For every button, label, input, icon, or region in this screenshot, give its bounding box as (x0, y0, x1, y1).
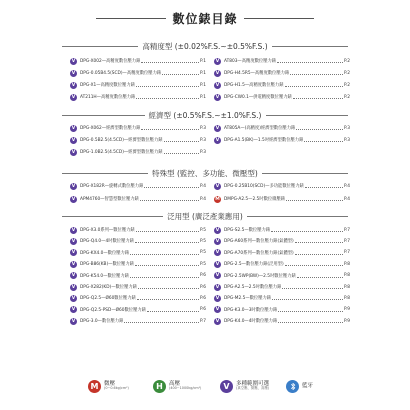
range-badge-icon: V (71, 284, 76, 290)
entry-page-number: P.1 (199, 58, 206, 64)
range-badge-icon: V (215, 284, 220, 290)
range-badge-icon: V (71, 250, 76, 256)
entry-page-number: P.2 (343, 58, 350, 64)
range-badge-icon: V (215, 227, 220, 233)
entry-page-number: P.7 (343, 227, 350, 233)
entry-page-number: P.2 (343, 94, 350, 100)
catalog-title: 數位錶目錄 (172, 11, 238, 26)
entry-model-name: DPG-A2.5—2.5吋數位壓力錶 (224, 285, 282, 290)
entry-page-number: P.3 (199, 125, 206, 131)
entry-model-name: DPG-B86(KB)—數位壓力錶 (80, 262, 134, 268)
dot-leader (140, 197, 199, 201)
entry-model-name: DPG-K3.0—3吋數位壓力錶 (224, 307, 278, 313)
entry-model-name: DPG-X002—高精度數位壓力錶 (80, 59, 141, 64)
entry-model-name: DPG-3.0—數位壓力錶 (80, 319, 124, 325)
entry-page-number: P.9 (343, 318, 350, 324)
legend-item (286, 377, 313, 395)
entry-model-name: DPG-0.25B10(SCD)—多功能數位壓力錶 (224, 184, 304, 189)
entry-model-name: DPG-X062—經濟型數位壓力錶 (80, 126, 141, 131)
range-badge-icon: V (71, 82, 76, 88)
entry-model-name: DPG-2.5WP(BW)—2.5吋數位壓力錶 (224, 273, 296, 279)
legend-text (169, 381, 201, 391)
catalog-entry[interactable] (214, 294, 350, 302)
dot-leader (293, 95, 343, 99)
catalog-entry[interactable] (214, 283, 350, 291)
entry-page-number: P.7 (343, 250, 350, 256)
dot-leader (296, 126, 343, 130)
entry-model-name: DPG-0.5B2.5(4.5CD)—經濟型數位壓力錶 (80, 138, 163, 143)
entry-model-name: AT803—高精度數位壓力錶 (224, 59, 277, 64)
catalog-entry[interactable] (70, 294, 206, 302)
range-badge-icon: V (215, 261, 220, 267)
dot-leader (141, 59, 199, 63)
catalog-entry[interactable] (70, 272, 206, 280)
entry-page-number: P.6 (199, 284, 206, 290)
entry-model-name: DPG-A60系列—數位壓力錶(氣體型) (224, 239, 294, 245)
section-header-text: 泛用型 (廣泛產業應用) (167, 211, 243, 221)
legend-sublabel: (400~1000kg/cm²) (169, 386, 202, 391)
range-badge-icon: V (71, 125, 76, 131)
legend-item (153, 377, 201, 395)
legend-text (302, 383, 313, 389)
catalog-entry[interactable] (214, 57, 350, 65)
entry-model-name: DPG-2.5—數位壓力錶(泛用型) (224, 262, 284, 268)
range-badge-icon: V (215, 295, 220, 301)
catalog-title-bar (0, 8, 410, 28)
entry-model-name: DMPG-A2.5—2.5吋數位微壓錶 (224, 197, 286, 202)
entry-model-name: DPG-X282(KD)—數位壓力錶 (80, 285, 137, 290)
entry-page-number: P.4 (343, 183, 350, 189)
range-badge-icon: V (215, 238, 220, 244)
entry-model-name: DPG-S2.5—數位壓力錶 (224, 228, 271, 233)
entry-page-number: P.6 (199, 273, 206, 279)
catalog-entry[interactable] (70, 69, 206, 77)
dot-leader (135, 239, 199, 243)
range-badge-icon: V (71, 238, 76, 244)
catalog-entry[interactable] (70, 81, 206, 89)
entry-model-name: DPG-A1.5(BK)—1.5吋經濟型數位壓力錶 (224, 138, 304, 143)
legend-item (88, 377, 129, 395)
entry-model-name: DPG-H4.5R5—高精度數位壓力錶 (224, 71, 290, 76)
catalog-entry[interactable] (214, 249, 350, 257)
range-badge-icon: V (71, 273, 76, 279)
entry-page-number: P.3 (343, 137, 350, 143)
catalog-entry[interactable] (214, 81, 350, 89)
dot-leader (297, 274, 343, 278)
dot-leader (136, 228, 199, 232)
legend-sublabel: (真空壓、微壓、高壓) (236, 386, 270, 391)
range-badge-icon: V (215, 250, 220, 256)
entry-page-number: P.4 (199, 196, 206, 202)
dot-leader (285, 83, 343, 87)
range-badge-icon: V (215, 125, 220, 131)
range-badge-icon: V (71, 196, 76, 202)
legend-label: 微壓 (104, 381, 116, 388)
legend-text (104, 381, 129, 391)
range-badge-icon: V (215, 183, 220, 189)
catalog-entry[interactable] (214, 124, 350, 132)
section-header-text: 特殊型 (監控、多功能、微壓型) (152, 168, 258, 178)
range-badge-icon: V (215, 318, 220, 324)
entry-model-name: DPG-M2.5—數位壓力錶 (224, 296, 272, 302)
catalog-entry[interactable] (70, 195, 206, 203)
catalog-entry[interactable] (214, 69, 350, 77)
dot-leader (271, 228, 343, 232)
range-badge-icon: V (215, 307, 220, 313)
entry-page-number: P.5 (199, 227, 206, 233)
section-header-text: 經濟型 (±0.5%F.S.~±1.0%F.S.) (148, 110, 262, 120)
entry-page-number: P.5 (199, 250, 206, 256)
legend-text (236, 381, 269, 391)
entry-model-name: APM4760—智慧型數位壓力錶 (80, 197, 139, 202)
catalog-entry[interactable] (214, 317, 350, 325)
entry-page-number: P.2 (343, 70, 350, 76)
bluetooth-icon (286, 380, 299, 393)
entry-page-number: P.1 (199, 94, 206, 100)
dot-leader (135, 262, 199, 266)
entry-page-number: P.9 (343, 307, 350, 313)
dot-leader (277, 59, 343, 63)
dot-leader (295, 239, 343, 243)
entry-model-name: DPG-A70系列—數位壓力錶(氣體型) (224, 250, 294, 256)
dot-leader (130, 274, 199, 278)
entry-page-number: P.4 (343, 196, 350, 202)
dot-leader (164, 150, 199, 154)
section-header-economy (62, 109, 348, 121)
dot-leader (286, 197, 343, 201)
catalog-entry[interactable] (70, 124, 206, 132)
legend-badge-icon: M (88, 380, 101, 393)
entry-model-name: AT211H—高精度數位壓力錶 (80, 95, 136, 100)
catalog-entry[interactable] (70, 260, 206, 268)
entry-page-number: P.3 (343, 125, 350, 131)
section-header-high-precision (62, 40, 348, 52)
entry-page-number: P.4 (199, 183, 206, 189)
range-badge-icon: V (215, 58, 220, 64)
legend-badge-icon: H (153, 380, 166, 393)
catalog-entry[interactable] (214, 93, 350, 101)
catalog-entry[interactable] (214, 260, 350, 268)
entry-page-number: P.3 (199, 137, 206, 143)
catalog-entry[interactable] (70, 57, 206, 65)
catalog-entry[interactable] (70, 148, 206, 156)
catalog-entry[interactable] (214, 306, 350, 314)
dot-leader (144, 184, 199, 188)
legend-label: 高壓 (169, 381, 181, 388)
catalog-entry[interactable] (70, 283, 206, 291)
catalog-entry[interactable] (214, 272, 350, 280)
range-badge-icon: V (71, 261, 76, 267)
section-header-special (62, 167, 348, 179)
dot-leader (136, 83, 199, 87)
dot-leader (295, 251, 343, 255)
dot-leader (305, 184, 343, 188)
entry-page-number: P.1 (199, 70, 206, 76)
entry-page-number: P.7 (343, 238, 350, 244)
entry-page-number: P.8 (343, 261, 350, 267)
catalog-entry[interactable] (214, 182, 350, 190)
dot-leader (124, 319, 199, 323)
section-header-text: 高精度型 (±0.02%F.S.~±0.5%F.S.) (142, 41, 268, 51)
dot-leader (278, 308, 343, 312)
range-badge-icon: V (71, 227, 76, 233)
entry-model-name: DPG-KX4.0—數位壓力錶 (80, 250, 130, 256)
catalog-entry[interactable] (70, 182, 206, 190)
legend-label: 多種範圍可選 (236, 381, 270, 388)
dot-leader (138, 285, 199, 289)
catalog-entry[interactable] (70, 136, 206, 144)
dot-leader (147, 308, 199, 312)
entry-page-number: P.2 (343, 82, 350, 88)
entry-page-number: P.6 (199, 295, 206, 301)
entry-model-name: DPG-Q4.0—4吋數位壓力錶 (80, 239, 134, 245)
dot-leader (278, 319, 343, 323)
range-badge-icon: V (215, 82, 220, 88)
entry-model-name: DPG-H1.5—高精度數位壓力錶 (224, 83, 284, 88)
catalog-entry[interactable] (70, 249, 206, 257)
dot-leader (282, 285, 343, 289)
entry-page-number: P.7 (199, 318, 206, 324)
catalog-entry[interactable] (70, 317, 206, 325)
entry-model-name: DPG-X1—高精度數位壓力錶 (80, 83, 135, 88)
entry-model-name: DPG-K54.0—數位壓力錶 (80, 273, 129, 279)
entry-page-number: P.8 (343, 284, 350, 290)
entry-model-name: DPG-K4.0—4吋數位壓力錶 (224, 319, 278, 325)
dot-leader (137, 296, 199, 300)
dot-leader (130, 251, 199, 255)
entry-page-number: P.5 (199, 261, 206, 267)
dot-leader (136, 95, 199, 99)
legend-badge-icon: V (220, 380, 233, 393)
entry-model-name: DPG-0.05B4.5(SCD)—高精度數位壓力錶 (80, 71, 162, 76)
title-rule-left (96, 18, 166, 19)
catalog-entry[interactable] (70, 237, 206, 245)
entry-page-number: P.8 (343, 273, 350, 279)
dot-leader (141, 126, 199, 130)
title-rule-right (244, 18, 314, 19)
entry-model-name: AT805A—(高精度)經濟型數位壓力錶 (224, 126, 296, 131)
range-badge-icon: V (215, 70, 220, 76)
catalog-entry[interactable] (70, 93, 206, 101)
range-badge-icon: V (215, 273, 220, 279)
catalog-entry[interactable] (214, 136, 350, 144)
range-badge-icon: V (71, 58, 76, 64)
entry-model-name: DPG-X182R—旋轉式數位壓力錶 (80, 184, 144, 189)
catalog-entry[interactable] (214, 195, 350, 203)
entry-model-name: DPG-X3.0系列—數位壓力錶 (80, 228, 135, 233)
entry-model-name: DPG-Q2.5—Ø60數位壓力錶 (80, 296, 136, 302)
catalog-entry[interactable] (70, 226, 206, 234)
range-badge-icon: V (71, 137, 76, 143)
range-badge-icon: V (71, 307, 76, 313)
entry-page-number: P.1 (199, 82, 206, 88)
entry-model-name: DPG-1.0B2.5(4.5CD)—經濟型數位壓力錶 (80, 150, 163, 155)
range-badge-icon: V (71, 149, 76, 155)
dot-leader (164, 138, 199, 142)
range-badge-icon: V (71, 183, 76, 189)
range-badge-icon: V (215, 137, 220, 143)
catalog-entry[interactable] (214, 226, 350, 234)
range-badge-icon: V (71, 295, 76, 301)
entry-page-number: P.5 (199, 238, 206, 244)
range-badge-icon: V (71, 318, 76, 324)
legend-item (220, 377, 269, 395)
catalog-entry[interactable] (70, 306, 206, 314)
entry-model-name: DPG-CW0.1—供電精度數位壓力錶 (224, 95, 292, 100)
dot-leader (285, 262, 343, 266)
section-header-general (62, 210, 348, 222)
range-badge-icon: V (215, 94, 220, 100)
range-badge-icon: V (71, 94, 76, 100)
range-badge-icon: V (71, 70, 76, 76)
entry-model-name: DPG-Q2.5-PSD—Ø60數位壓力錶 (80, 307, 146, 313)
dot-leader (304, 138, 343, 142)
range-badge-icon: M (215, 196, 220, 202)
entry-page-number: P.6 (199, 307, 206, 313)
entry-page-number: P.3 (199, 149, 206, 155)
dot-leader (162, 71, 199, 75)
legend-sublabel: (0~0.6kg/cm²) (104, 386, 129, 391)
dot-leader (272, 296, 343, 300)
dot-leader (290, 71, 343, 75)
catalog-entry[interactable] (214, 237, 350, 245)
entry-page-number: P.8 (343, 295, 350, 301)
legend-label: 藍牙 (302, 382, 314, 389)
